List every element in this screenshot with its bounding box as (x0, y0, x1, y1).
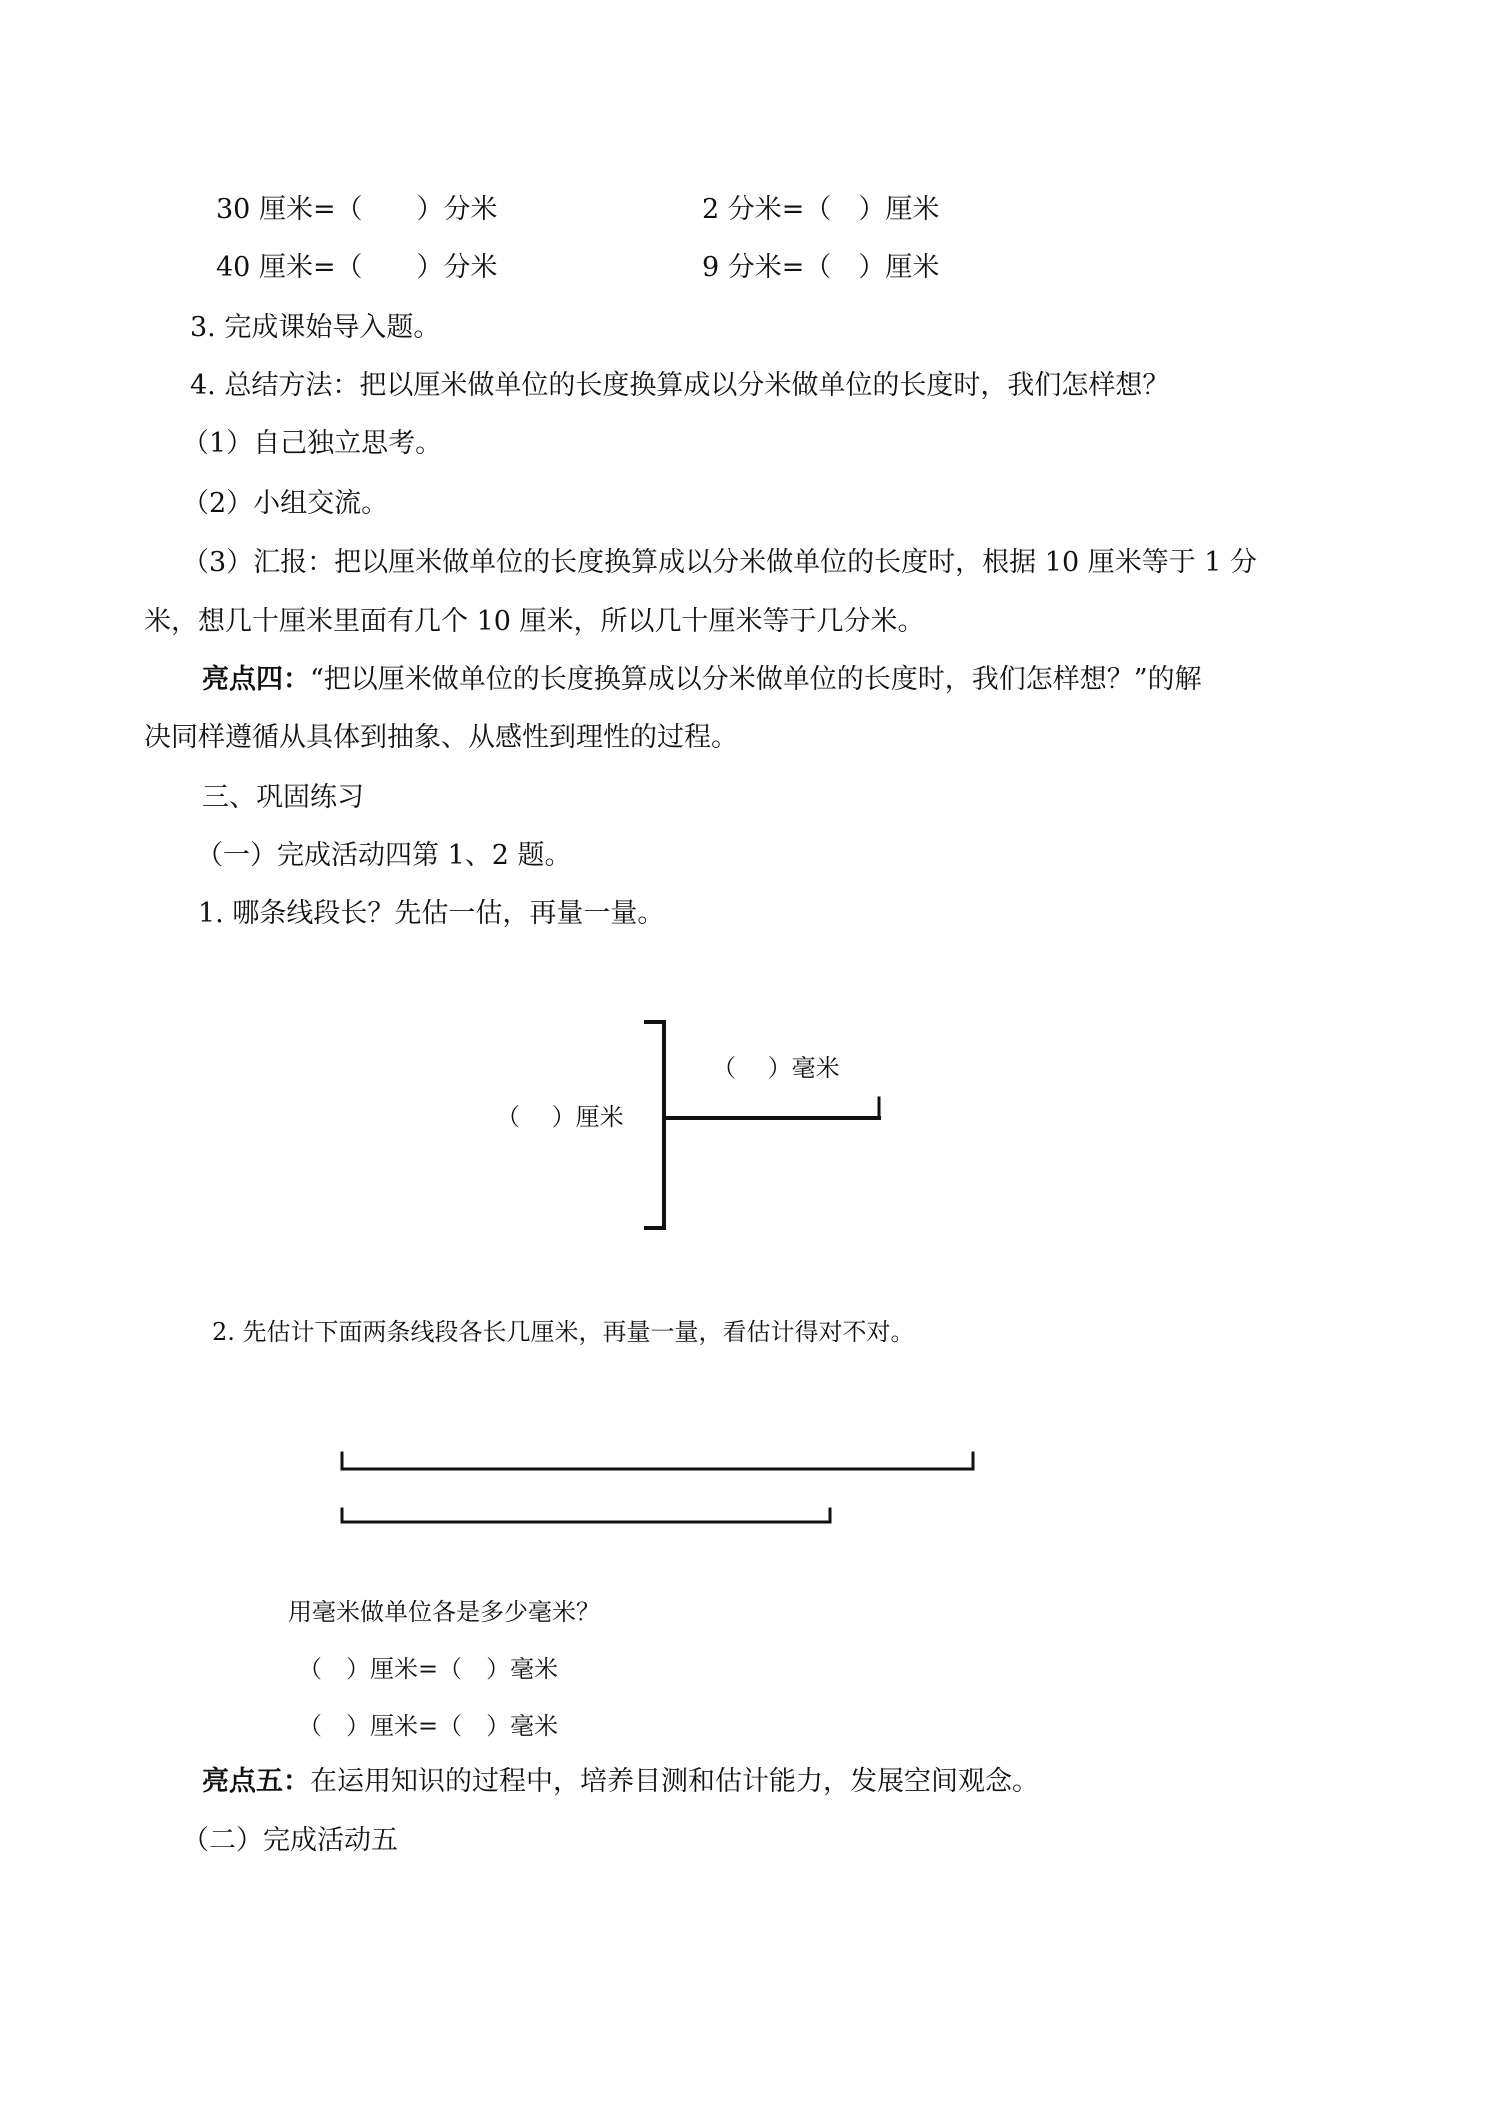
step-4-part-1: （1）自己独立思考。 (182, 428, 443, 459)
section-three-sub1: （一）完成活动四第 1、2 题。 (196, 840, 572, 871)
label-millimeter: （ ）毫米 (712, 1054, 840, 1082)
question-2-ask: 用毫米做单位各是多少毫米？ (288, 1598, 600, 1626)
conversion-row2-left: 40 厘米=（ ）分米 (216, 252, 498, 283)
question-1: 1. 哪条线段长？先估一估，再量一量。 (198, 898, 665, 929)
conversion-row2-right: 9 分米=（ ）厘米 (702, 252, 940, 283)
highlight-five (202, 1764, 1039, 1800)
question-2: 2. 先估计下面两条线段各长几厘米，再量一量，看估计得对不对。 (212, 1318, 915, 1346)
question-2-answer-1: （ ）厘米=（ ）毫米 (298, 1655, 559, 1683)
conversion-row1-left: 30 厘米=（ ）分米 (216, 194, 498, 225)
highlight-five-label: 亮点五： (202, 1766, 310, 1797)
step-4-part-3-line2: 米，想几十厘米里面有几个 10 厘米，所以几十厘米等于几分米。 (144, 606, 925, 637)
highlight-four-text: “把以厘米做单位的长度换算成以分米做单位的长度时，我们怎样想？”的解 (310, 664, 1202, 695)
step-3: 3. 完成课始导入题。 (190, 312, 441, 343)
question-2-answer-2: （ ）厘米=（ ）毫米 (298, 1712, 559, 1740)
step-4-part-3-line1: （3）汇报：把以厘米做单位的长度换算成以分米做单位的长度时，根据 10 厘米等于 1 分 (182, 547, 1258, 578)
highlight-five-text: 在运用知识的过程中，培养目测和估计能力，发展空间观念。 (310, 1766, 1039, 1797)
highlight-four-label: 亮点四： (202, 664, 310, 695)
conversion-row1-right: 2 分米=（ ）厘米 (702, 194, 940, 225)
section-three-title: 三、巩固练习 (202, 782, 364, 813)
section-three-sub2: （二）完成活动五 (182, 1825, 398, 1856)
label-centimeter: （ ）厘米 (496, 1103, 624, 1131)
step-4: 4. 总结方法：把以厘米做单位的长度换算成以分米做单位的长度时，我们怎样想？ (190, 370, 1170, 401)
highlight-four-line2: 决同样遵循从具体到抽象、从感性到理性的过程。 (144, 722, 738, 753)
step-4-part-2: （2）小组交流。 (182, 488, 389, 519)
